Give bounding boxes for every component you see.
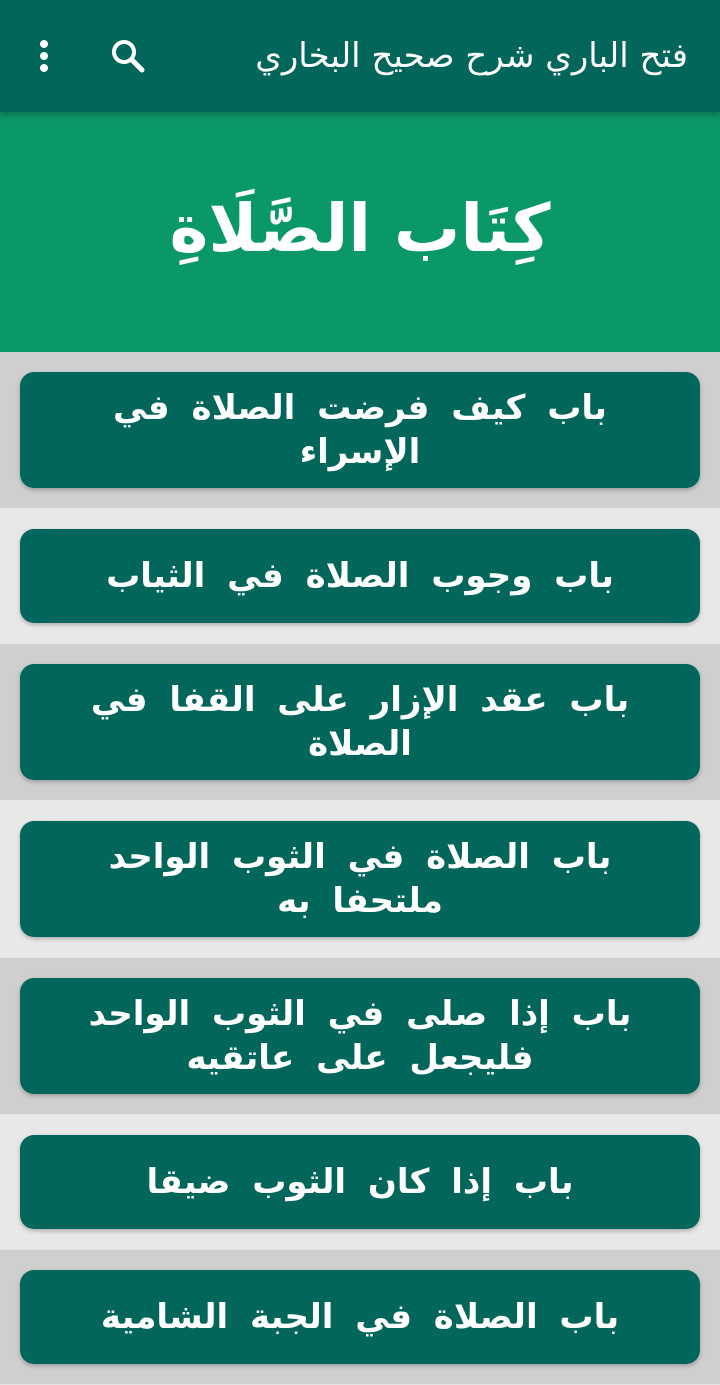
list-item (0, 509, 720, 644)
chapter-button[interactable] (20, 978, 700, 1094)
chapter-label: باب إذا صلى في الثوب الواحد فليجعل على عاتقيه (88, 994, 632, 1078)
chapter-button[interactable] (20, 529, 700, 623)
chapter-label: باب كيف فرضت الصلاة في الإسراء (113, 388, 607, 472)
list-item (0, 1115, 720, 1250)
chapter-label: باب الصلاة في الثوب الواحد ملتحفا به (108, 837, 612, 921)
list-item (0, 352, 720, 509)
app-title: فتح الباري شرح صحيح البخاري (255, 36, 688, 76)
list-item (0, 958, 720, 1115)
chapter-button[interactable] (20, 664, 700, 780)
chapter-label: باب وجوب الصلاة في الثياب (106, 556, 614, 596)
app-bar (0, 0, 720, 112)
chapter-button[interactable] (20, 1135, 700, 1229)
chapter-label: باب الصلاة في الجبة الشامية (100, 1297, 620, 1337)
book-header (0, 112, 720, 352)
chapter-button[interactable] (20, 821, 700, 937)
chapter-list[interactable] (0, 352, 720, 1337)
search-button[interactable] (100, 28, 156, 84)
overflow-menu-button[interactable] (16, 28, 72, 84)
more-vert-icon (32, 36, 56, 76)
search-icon (108, 36, 148, 76)
list-item (0, 801, 720, 958)
chapter-label: باب عقد الإزار على القفا في الصلاة (90, 680, 630, 764)
list-item (0, 1250, 720, 1385)
list-item (0, 644, 720, 801)
chapter-label: باب إذا كان الثوب ضيقا (146, 1162, 574, 1202)
chapter-button[interactable] (20, 1270, 700, 1364)
book-title: كِتَاب الصَّلَاةِ (169, 190, 551, 267)
chapter-button[interactable] (20, 372, 700, 488)
